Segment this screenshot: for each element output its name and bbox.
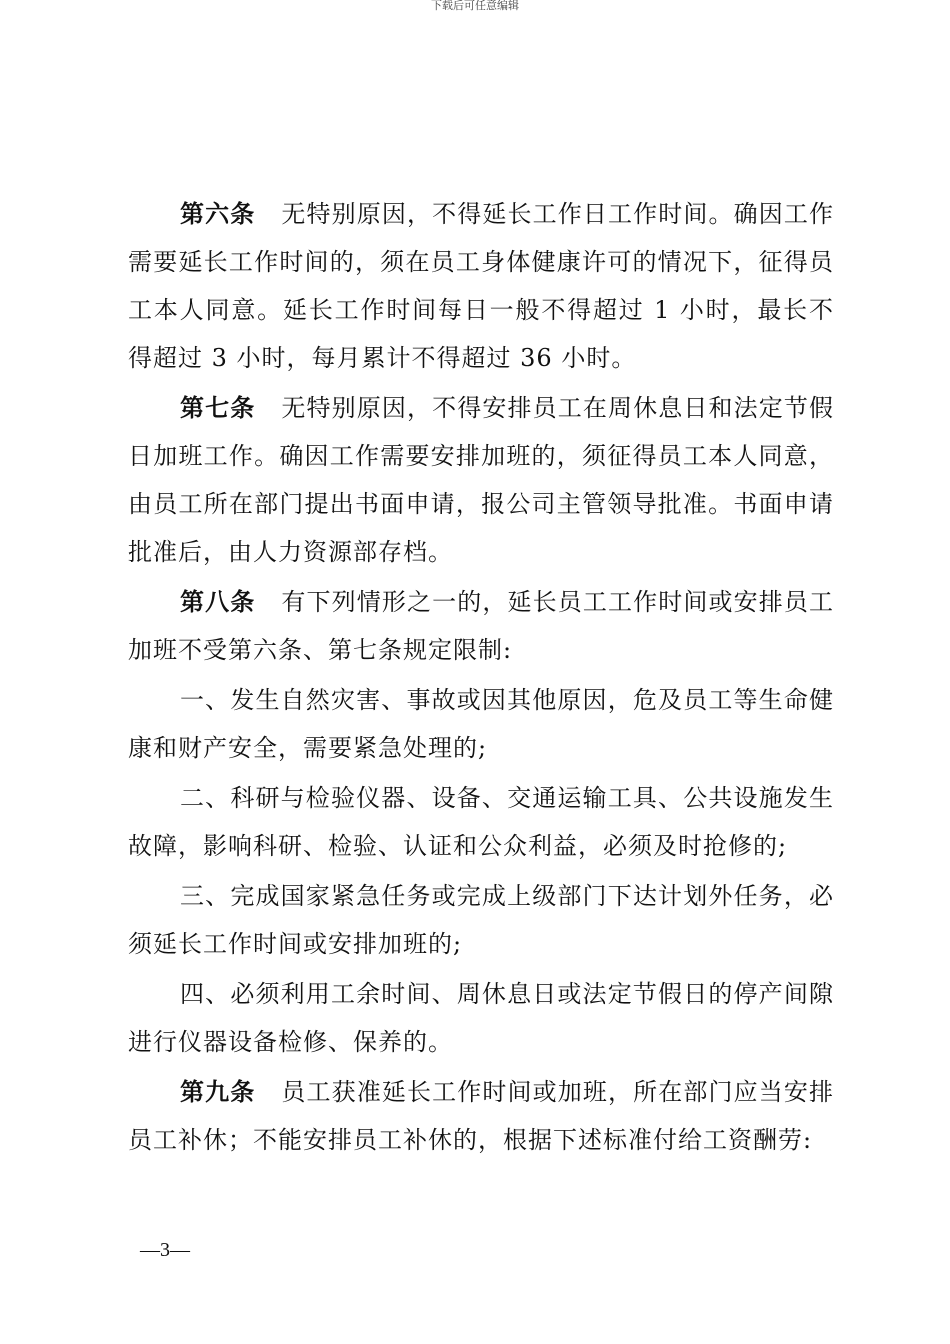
- list-item-3: [128, 872, 834, 968]
- article-number: 第八条: [180, 588, 256, 616]
- list-item-text: 一、发生自然灾害、事故或因其他原因，危及员工等生命健康和财产安全，需要紧急处理的;: [128, 686, 834, 762]
- list-item-text: 三、完成国家紧急任务或完成上级部门下达计划外任务，必须延长工作时间或安排加班的;: [128, 882, 834, 958]
- article-text: 无特别原因，不得安排员工在周休息日和法定节假日加班工作。确因工作需要安排加班的，须征得员工本人同意，由员工所在部门提出书面申请，报公司主管领导批准。书面申请批准后，由人力资源部存档。: [128, 394, 834, 566]
- article-number: 第九条: [180, 1078, 256, 1106]
- article-text: 员工获准延长工作时间或加班，所在部门应当安排员工补休；不能安排员工补休的，根据下述标准付给工资酬劳:: [128, 1078, 834, 1154]
- article-text: 有下列情形之一的，延长员工工作时间或安排员工加班不受第六条、第七条规定限制:: [128, 588, 834, 664]
- document-body: [128, 190, 834, 1166]
- article-number: 第七条: [180, 394, 256, 422]
- list-item-2: [128, 774, 834, 870]
- list-item-text: 二、科研与检验仪器、设备、交通运输工具、公共设施发生故障，影响科研、检验、认证和公众利益，必须及时抢修的;: [128, 784, 834, 860]
- article-number: 第六条: [180, 200, 256, 228]
- list-item-4: [128, 970, 834, 1066]
- article-9-paragraph: [128, 1068, 834, 1164]
- list-item-1: [128, 676, 834, 772]
- article-8-paragraph: [128, 578, 834, 674]
- article-6-paragraph: [128, 190, 834, 382]
- page-number: —3—: [140, 1239, 190, 1261]
- article-text: 无特别原因，不得延长工作日工作时间。确因工作需要延长工作时间的，须在员工身体健康许可的情况下，征得员工本人同意。延长工作时间每日一般不得超过 1 小时，最长不得超过 3 小时，每月累计不得超过 36 小时。: [128, 200, 834, 372]
- list-item-text: 四、必须利用工余时间、周休息日或法定节假日的停产间隙进行仪器设备检修、保养的。: [128, 980, 834, 1056]
- article-7-paragraph: [128, 384, 834, 576]
- header-note: 下载后可任意编辑: [431, 0, 519, 12]
